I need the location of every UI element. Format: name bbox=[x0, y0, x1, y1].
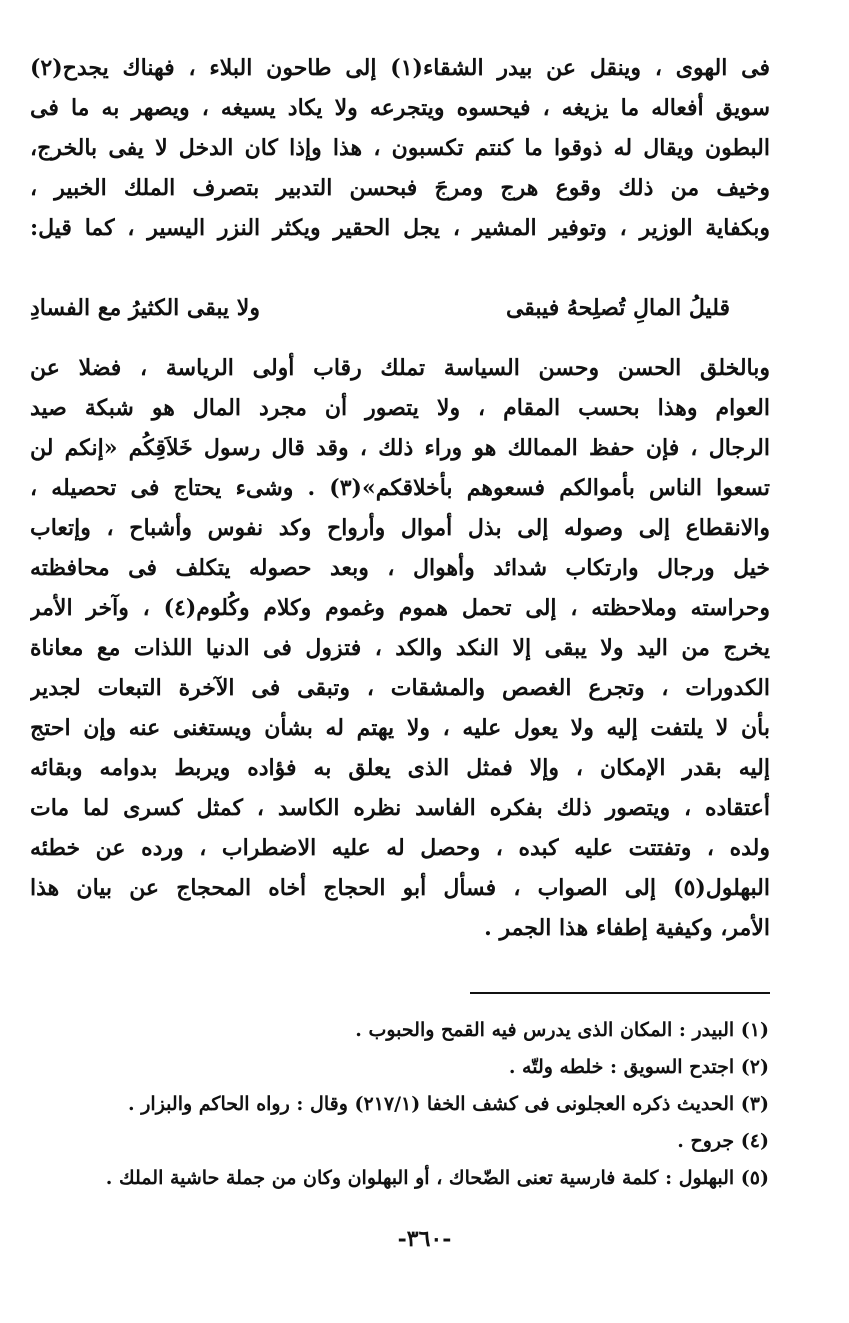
verse-second-hemistich: ولا يبقى الكثيرُ مع الفسادِ bbox=[30, 295, 260, 321]
verse-first-hemistich: قليلُ المالِ تُصلِحهُ فيبقى bbox=[505, 295, 730, 321]
body-line: وبكفاية الوزير ، وتوفير المشير ، يجل الحقير ويكثر النزر اليسير ، كما قيل: bbox=[30, 215, 770, 241]
body-line: العوام وهذا بحسب المقام ، ولا يتصور أن مجرد المال هو شبكة صيد bbox=[30, 395, 770, 421]
body-line: بأن لا يلتفت إليه ولا يعول عليه ، ولا يهتم له بشأن ويستغنى عنه وإن احتج bbox=[30, 715, 770, 741]
body-line: سويق أفعاله ما يزيغه ، فيحسوه ويتجرعه ولا يكاد يسيغه ، ويصهر به ما فى bbox=[30, 95, 770, 121]
footnote: (٢) اجتدح السويق : خلطه ولتّه . bbox=[508, 1056, 769, 1078]
body-line: وخيف من ذلك وقوع هرج ومرجَ فبحسن التدبير بتصرف الملك الخبير ، bbox=[30, 175, 770, 201]
body-line: يخرج من اليد ولا يبقى إلا النكد والكد ، فتزول فى الدنيا اللذات مع معاناة bbox=[30, 635, 770, 661]
body-line: وحراسته وملاحظته ، إلى تحمل هموم وغموم وكلام وكُلوم(٤) ، وآخر الأمر bbox=[30, 595, 770, 621]
footnote: (١) البيدر : المكان الذى يدرس فيه القمح والحبوب . bbox=[355, 1019, 769, 1041]
body-line: الكدورات ، وتجرع الغصص والمشقات ، وتبقى فى الآخرة التبعات لجدير bbox=[30, 675, 770, 701]
body-line: البهلول(٥) إلى الصواب ، فسأل أبو الحجاج أخاه المحجاج عن بيان هذا bbox=[30, 875, 770, 901]
body-line: فى الهوى ، وينقل عن بيدر الشقاء(١) إلى طاحون البلاء ، فهناك يجدح(٢) bbox=[30, 55, 770, 81]
body-line: أعتقاده ، ويتصور ذلك بفكره الفاسد نظره الكاسد ، كمثل كسرى لما مات bbox=[30, 795, 770, 821]
body-line: الرجال ، فإن حفظ الممالك هو وراء ذلك ، وقد قال رسول خَلاَقِكُم «إنكم لن bbox=[30, 435, 770, 461]
footnote: (٥) البهلول : كلمة فارسية تعنى الضّحاك ، أو البهلوان وكان من جملة حاشية الملك . bbox=[105, 1167, 769, 1189]
body-line: خيل ورجال وارتكاب شدائد وأهوال ، وبعد حصوله يتكلف فى محافظته bbox=[30, 555, 770, 581]
body-line: وبالخلق الحسن وحسن السياسة تملك رقاب أولى الرياسة ، فضلا عن bbox=[30, 355, 770, 381]
footnote-divider bbox=[470, 992, 770, 994]
poem-verse bbox=[30, 288, 730, 328]
page-number: -٣٦٠- bbox=[397, 1226, 452, 1252]
footnote: (٤) جروح . bbox=[677, 1130, 769, 1152]
body-line: تسعوا الناس بأموالكم فسعوهم بأخلاقكم»(٣) . وشىء يحتاج فى تحصيله ، bbox=[30, 475, 770, 501]
footnote: (٣) الحديث ذكره العجلونى فى كشف الخفا (٢١٧/١) وقال : رواه الحاكم والبزار . bbox=[128, 1093, 769, 1115]
body-line: والانقطاع إلى وصوله إلى بذل أموال وأرواح وكد نفوس وأشباح ، وإتعاب bbox=[30, 515, 770, 541]
body-line: إليه بقدر الإمكان ، وإلا فمثل الذى يعلق به فؤاده ويربط بدوامه وبقائه bbox=[30, 755, 770, 781]
body-line: ولده ، وتفتتت عليه كبده ، وحصل له عليه الاضطراب ، ورده عن خطئه bbox=[30, 835, 770, 861]
body-line: البطون ويقال له ذوقوا ما كنتم تكسبون ، هذا وإذا كان الدخل لا يفى بالخرج، bbox=[30, 135, 770, 161]
body-line: الأمر، وكيفية إطفاء هذا الجمر . bbox=[484, 915, 770, 941]
